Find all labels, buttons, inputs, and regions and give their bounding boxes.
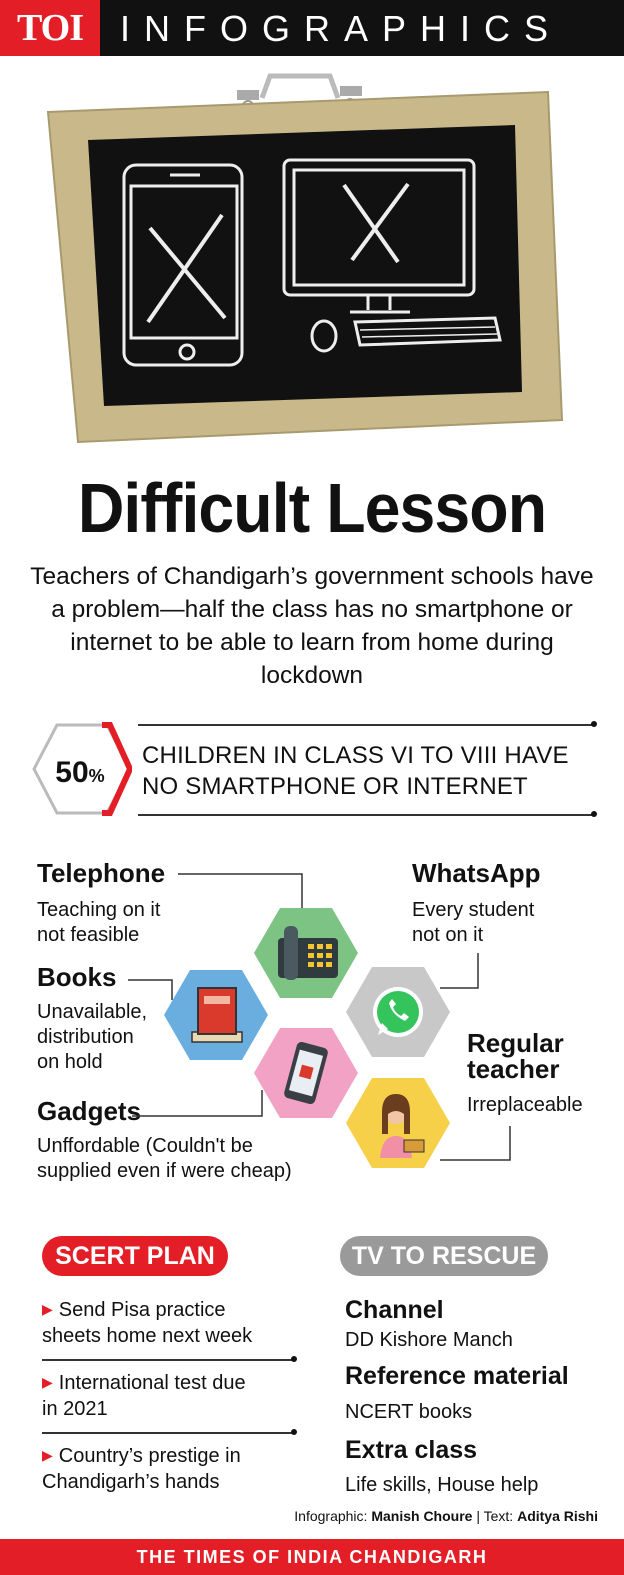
gadgets-icon: [254, 1028, 358, 1118]
scert-plan-badge: SCERT PLAN: [42, 1236, 228, 1276]
bullet-triangle-icon: ▶: [42, 1447, 53, 1463]
telephone-desc-2: not feasible: [37, 924, 140, 946]
telephone-icon: [254, 908, 358, 998]
tv-item-title: Channel: [345, 1296, 444, 1324]
telephone-title: Telephone: [37, 858, 166, 888]
whatsapp-icon: [346, 967, 450, 1057]
plan-rule: [42, 1359, 294, 1361]
regular-teacher-title-1: Regular: [467, 1028, 564, 1058]
plan-item-line: ▶ International test due: [42, 1372, 246, 1394]
regular-teacher-desc: Irreplaceable: [467, 1094, 583, 1116]
tv-item-desc: DD Kishore Manch: [345, 1329, 513, 1351]
books-title: Books: [37, 962, 117, 992]
tv-to-rescue-badge: TV TO RESCUE: [340, 1236, 548, 1276]
rule-dot: [291, 1429, 297, 1435]
books-icon: [164, 970, 268, 1060]
whatsapp-title: WhatsApp: [412, 858, 541, 888]
tv-item-desc: NCERT books: [345, 1401, 473, 1423]
books-desc-1: Unavailable,: [37, 1001, 148, 1023]
plan-item: [42, 1444, 241, 1495]
stat-value: 50: [55, 756, 89, 789]
books-desc-3: on hold: [37, 1051, 103, 1073]
whatsapp-desc-2: not on it: [412, 924, 484, 946]
whatsapp-desc-1: Every student: [412, 899, 535, 921]
plan-item-line: sheets home next week: [42, 1325, 253, 1347]
subtitle: Teachers of Chandigarh’s government schools have a problem—half the class has no smartphone or internet to be able to learn from home during lockdown: [30, 563, 594, 689]
bullet-triangle-icon: ▶: [42, 1374, 53, 1390]
stat-line-1: CHILDREN IN CLASS VI TO VIII HAVE: [142, 742, 569, 769]
header-title: INFOGRAPHICS: [120, 8, 563, 49]
stat-line-2: NO SMARTPHONE OR INTERNET: [142, 773, 528, 800]
rule-dot: [291, 1356, 297, 1362]
gadgets-desc-1: Unffordable (Couldn't be: [37, 1135, 253, 1157]
plan-item-line: Chandigarh’s hands: [42, 1471, 220, 1493]
gadgets-title: Gadgets: [37, 1096, 142, 1126]
footer-bar: THE TIMES OF INDIA CHANDIGARH: [0, 1539, 624, 1575]
regular-teacher-title-2: teacher: [467, 1054, 560, 1084]
plan-rule: [42, 1432, 294, 1434]
headline: Difficult Lesson: [77, 469, 547, 547]
plan-item-line: in 2021: [42, 1398, 108, 1420]
plan-item: [42, 1298, 252, 1349]
telephone-desc-1: Teaching on it: [37, 899, 161, 921]
teacher-icon: [346, 1078, 450, 1168]
bullet-triangle-icon: ▶: [42, 1301, 53, 1317]
plan-item: [42, 1371, 246, 1422]
toi-logo: TOI: [0, 0, 100, 56]
tv-item-title: Extra class: [345, 1436, 478, 1464]
books-desc-2: distribution: [37, 1026, 134, 1048]
plan-item-line: ▶ Send Pisa practice: [42, 1299, 226, 1321]
tv-item-desc: Life skills, House help: [345, 1474, 539, 1496]
hexagon-icon-group: [150, 895, 460, 1185]
gadgets-desc-2: supplied even if were cheap): [37, 1160, 292, 1182]
tv-item-title: Reference material: [345, 1362, 569, 1390]
plan-item-line: ▶ Country’s prestige in: [42, 1445, 241, 1467]
stat-unit: %: [88, 766, 105, 786]
credits: Infographic: Manish Choure | Text: Aditya Rishi: [294, 1508, 598, 1524]
